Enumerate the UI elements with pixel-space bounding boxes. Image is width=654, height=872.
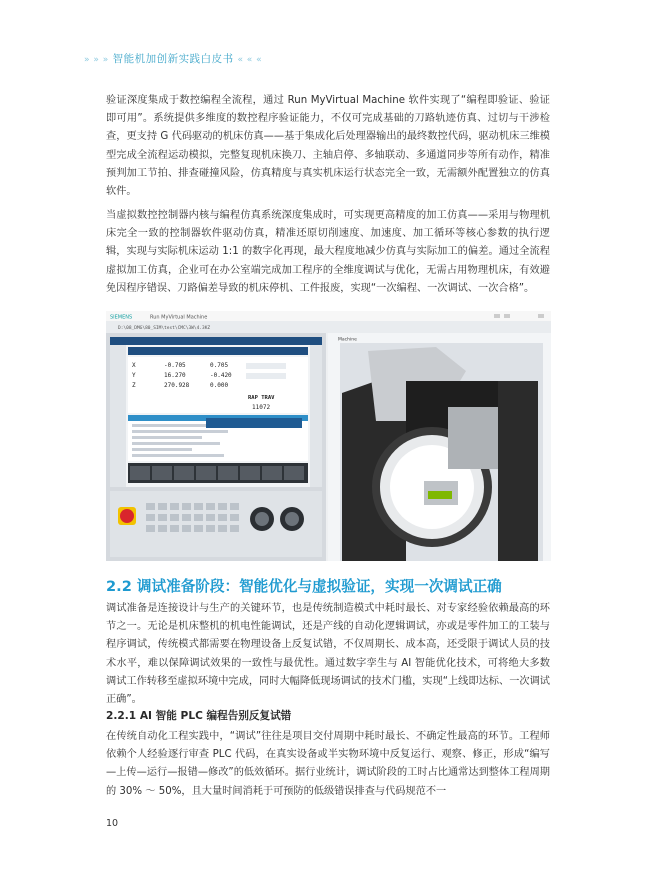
axis-z-value-2: 0.000	[210, 382, 229, 389]
software-screenshot	[106, 311, 551, 561]
screenshot-app-title: Run MyVirtual Machine	[150, 314, 208, 321]
paragraph-verification: 验证深度集成于数控编程全流程，通过 Run MyVirtual Machine 软件实现了“编程即验证、验证即可用”。系统提供多维度的数控程序验证能力，不仅可完成基础的刀路轨迹仿真、过切与干涉检查，更支持 G 代码驱动的机床仿真——基于集成化后处理器输出的最终数控代码，驱动机床三维模型完成全流程运动模拟，完整复现机床换刀、主轴启停、多轴联动、多通道同步等所有动作，精准预判加工节拍、排查碰撞风险，仿真精度与真实机床运行状态完全一致，无需额外配置独立的仿真软件。	[106, 95, 550, 198]
paragraph-commissioning: 调试准备是连接设计与生产的关键环节，也是传统制造模式中耗时最长、对专家经验依赖最高的环节之一。无论是机床整机的机电性能调试，还是产线的自动化逻辑调试，亦或是零件加工的工装与程序调试，传统模式都需要在物理设备上反复试错，不仅周期长、成本高，还受限于调试人员的技术水平，难以保障调试效果的一致性与最优性。通过数字孪生与 AI 智能优化技术，可将绝大多数调试工作转移至虚拟环境中完成，同时大幅降低现场调试的技术门槛，实现“上线即达标、一次调试正确”。	[106, 603, 550, 706]
machine-tab: Machine	[338, 337, 357, 343]
axis-z-value: 270.928	[164, 382, 190, 389]
running-header	[84, 51, 262, 66]
axis-z-label: Z	[132, 382, 136, 389]
axis-x-label: X	[132, 362, 136, 369]
axis-x-value: -0.705	[164, 362, 186, 369]
axis-x-value-2: 0.705	[210, 362, 229, 369]
rapid-traverse-label: RAP TRAV	[248, 395, 275, 401]
axis-y-label: Y	[132, 372, 136, 379]
screenshot-illustration	[106, 311, 551, 561]
paragraph-plc-programming: 在传统自动化工程实践中，“调试”往往是项目交付周期中耗时最长、不确定性最高的环节。工程师依赖个人经验逐行审查 PLC 代码，在真实设备或半实物环境中反复运行、观察、修正，形成“编写—上传—运行—报错—修改”的低效循环。据行业统计，调试阶段的工时占比通常达到整体工程周期的 30% ～ 50%，且大量时间消耗于可预防的低级错误排查与代码规范不一	[106, 731, 550, 797]
screenshot-file-path: D:\08_DMG\80_SIM\test\CMC\3W\4.3KZ	[118, 326, 211, 331]
page-number: 10	[106, 818, 119, 829]
feed-value: 11072	[252, 404, 271, 411]
paragraph-virtual-controller: 当虚拟数控控制器内核与编程仿真系统深度集成时，可实现更高精度的加工仿真——采用与物理机床完全一致的控制器软件驱动仿真，精准还原切削速度、加速度、加工循环等核心参数的执行逻辑，实现与实际机床运动 1:1 的数字化再现，最大程度地减少仿真与实际加工的偏差。通过全流程虚拟加工仿真，企业可在办公室端完成加工程序的全维度调试与优化，无需占用物理机床，有效避免因程序错误、刀路偏差导致的机床停机、工件报废，实现“一次编程、一次调试、一次合格”。	[106, 210, 550, 294]
subsection-heading-2-2-1: 2.2.1 AI 智能 PLC 编程告别反复试错	[106, 710, 292, 722]
screenshot-brand: SIEMENS	[110, 314, 133, 321]
axis-y-value: 16.270	[164, 372, 186, 379]
header-chevrons-left: » » »	[84, 55, 109, 65]
header-chevrons-right: « « «	[237, 55, 263, 65]
header-title: 智能机加创新实践白皮书	[112, 53, 234, 65]
section-heading-2-2: 2.2 调试准备阶段：智能优化与虚拟验证，实现一次调试正确	[106, 578, 502, 595]
axis-y-value-2: -0.420	[210, 372, 232, 379]
